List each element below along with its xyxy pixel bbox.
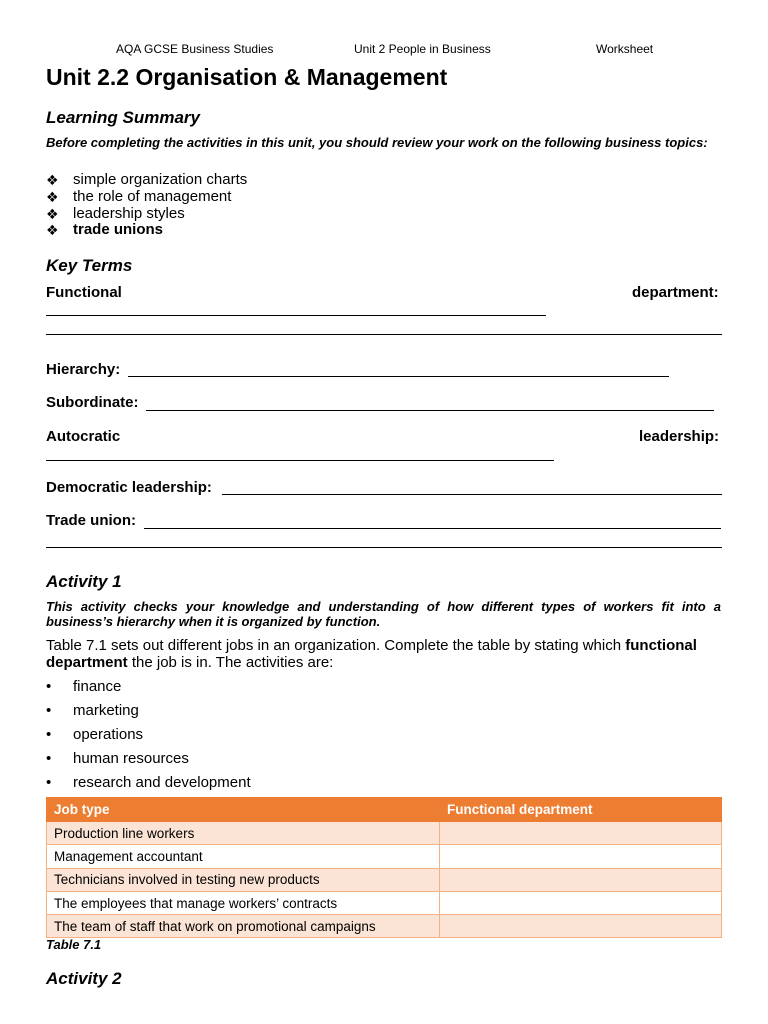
table-caption: Table 7.1 — [46, 937, 102, 952]
activity-1-intro: This activity checks your knowledge and understanding of how different types of workers fit into a business’s hierarchy when it is organized by function. — [46, 599, 721, 629]
department-answer-cell[interactable] — [440, 868, 722, 891]
page-header — [0, 42, 768, 56]
list-item: ❖ simple organization charts — [46, 171, 248, 188]
job-type-table — [46, 797, 722, 938]
job-type-cell: The team of staff that work on promotional campaigns — [47, 915, 440, 938]
list-item: ❖ the role of management — [46, 187, 232, 205]
activities-list — [46, 678, 251, 798]
column-header-functional-department: Functional department — [440, 798, 722, 822]
list-item: ❖ leadership styles — [46, 204, 185, 222]
bullet-icon: • — [46, 702, 52, 719]
job-type-cell: Technicians involved in testing new products — [47, 868, 440, 891]
answer-line-subordinate[interactable] — [146, 410, 714, 411]
header-type: Worksheet — [596, 42, 654, 56]
learning-summary-intro: Before completing the activities in this unit, you should review your work on the following business topics: — [46, 135, 708, 150]
list-item: ❖ trade unions — [46, 221, 164, 239]
term-leadership-label: leadership: — [639, 428, 720, 445]
column-header-job-type: Job type — [47, 798, 440, 822]
answer-line-functional-department[interactable] — [46, 315, 546, 316]
answer-line-autocratic-leadership[interactable] — [46, 460, 554, 461]
term-autocratic-label: Autocratic — [46, 428, 121, 445]
job-type-cell: Management accountant — [47, 845, 440, 868]
term-trade-union-label: Trade union: — [46, 512, 136, 529]
job-type-cell: The employees that manage workers’ contracts — [47, 891, 440, 914]
diamond-bullet-icon: ❖ — [46, 172, 59, 188]
job-type-cell: Production line workers — [47, 822, 440, 845]
list-item: • operations — [46, 726, 144, 743]
header-course: AQA GCSE Business Studies — [116, 42, 274, 56]
answer-line-hierarchy[interactable] — [128, 376, 669, 377]
table-row — [47, 868, 722, 891]
department-answer-cell[interactable] — [440, 822, 722, 845]
diamond-bullet-icon: ❖ — [46, 205, 59, 222]
term-democratic-label: Democratic leadership: — [46, 479, 212, 496]
bullet-icon: • — [46, 678, 52, 695]
department-answer-cell[interactable] — [440, 915, 722, 938]
term-hierarchy-label: Hierarchy: — [46, 361, 121, 378]
list-item: • research and development — [46, 774, 251, 791]
answer-line-trade-union-2[interactable] — [46, 547, 722, 548]
diamond-bullet-icon: ❖ — [46, 222, 59, 239]
topics-list — [46, 172, 721, 239]
table-row — [47, 915, 722, 938]
list-item: • human resources — [46, 750, 189, 767]
table-header-row — [47, 798, 722, 822]
diamond-bullet-icon: ❖ — [46, 188, 59, 205]
term-subordinate-label: Subordinate: — [46, 394, 139, 411]
table-row — [47, 822, 722, 845]
activity-2-heading: Activity 2 — [46, 969, 122, 988]
department-answer-cell[interactable] — [440, 845, 722, 868]
table-row — [47, 845, 722, 868]
bullet-icon: • — [46, 750, 52, 767]
activity-1-heading: Activity 1 — [46, 572, 122, 591]
list-item: • finance — [46, 678, 122, 695]
bullet-icon: • — [46, 726, 52, 743]
activity-1-instructions: Table 7.1 sets out different jobs in an organization. Complete the table by stating which functional department the job is in. The activities are: — [46, 637, 697, 671]
page-title: Unit 2.2 Organisation & Management — [46, 64, 448, 90]
term-department-label: department: — [632, 284, 719, 301]
answer-line-trade-union[interactable] — [144, 528, 721, 529]
department-answer-cell[interactable] — [440, 891, 722, 914]
bullet-icon: • — [46, 774, 52, 791]
answer-line-functional-department-2[interactable] — [46, 334, 722, 335]
list-item: • marketing — [46, 702, 139, 719]
table-row — [47, 891, 722, 914]
key-terms-heading: Key Terms — [46, 256, 133, 275]
term-functional-label: Functional — [46, 284, 122, 301]
learning-summary-heading: Learning Summary — [46, 108, 200, 127]
header-unit: Unit 2 People in Business — [354, 42, 491, 56]
answer-line-democratic-leadership[interactable] — [222, 494, 722, 495]
